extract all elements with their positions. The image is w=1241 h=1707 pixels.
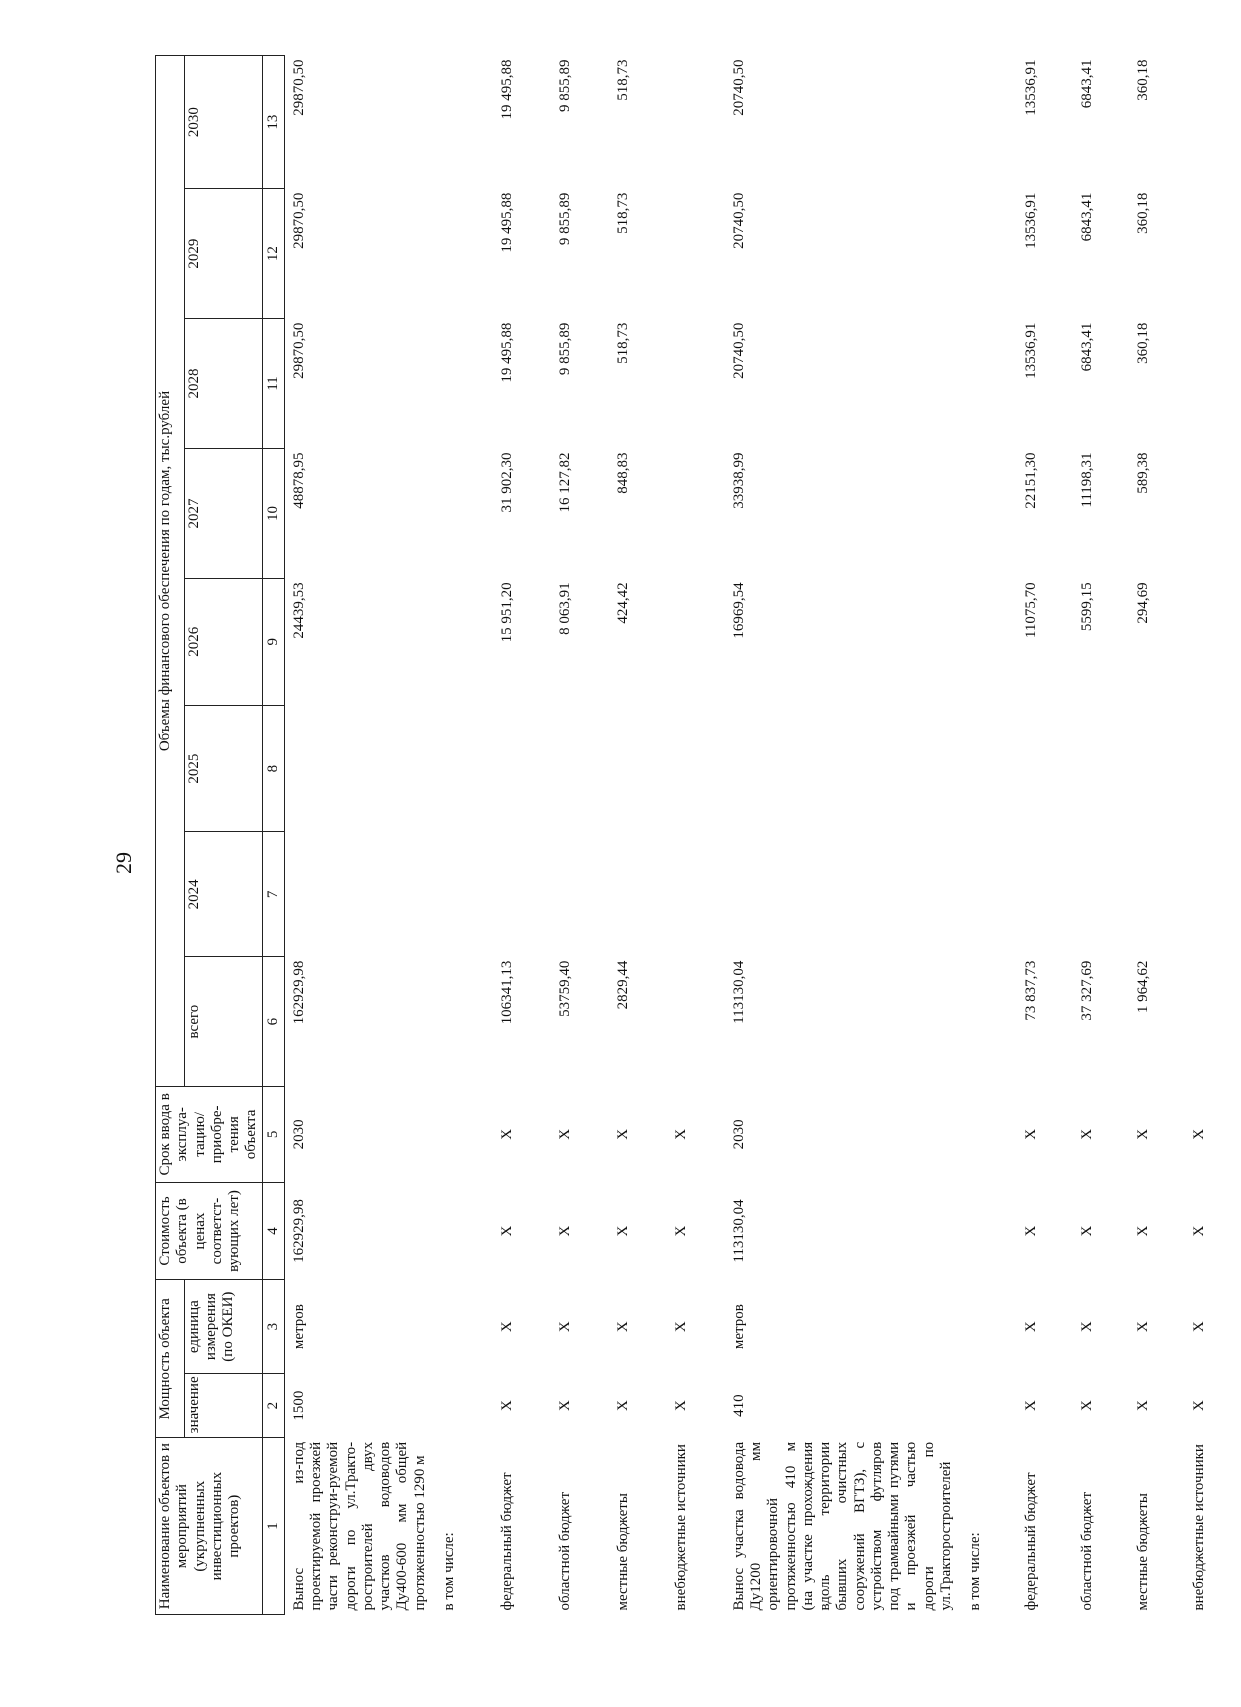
cell-2025 — [1185, 705, 1241, 832]
header-capacity-unit: единица измерения (по ОКЕИ) — [184, 1280, 262, 1374]
cell-cost: X — [614, 1225, 631, 1237]
col-number: 4 — [262, 1182, 284, 1280]
cell-2027: 48878,95 — [290, 452, 307, 509]
table-header — [156, 56, 285, 1615]
cell-capacity-unit: метров — [290, 1304, 307, 1350]
cell-total: 73 837,73 — [1023, 960, 1039, 1021]
cell-total: 162929,98 — [290, 960, 307, 1025]
cell-2028: 19 495,88 — [498, 322, 515, 383]
cell-2026: 294,69 — [1135, 582, 1151, 624]
cell-2028: 6843,41 — [1079, 322, 1095, 372]
header-year: 2029 — [184, 189, 262, 319]
cell-commission: X — [1135, 1128, 1151, 1140]
cell-2028: 13536,91 — [1023, 322, 1039, 379]
cell-2028: 29870,50 — [290, 322, 307, 379]
col-number: 2 — [262, 1373, 284, 1437]
header-cost: Стоимость объекта (в ценах соответст-вующих лет) — [156, 1182, 263, 1280]
cell-capacity-value: 410 — [730, 1394, 747, 1417]
cell-2029 — [1185, 189, 1241, 319]
cell-name: в том числе: — [440, 1532, 457, 1611]
cell-2030: 29870,50 — [290, 59, 307, 116]
cell-name: федеральный бюджет — [498, 1472, 515, 1611]
cell-2026: 5599,15 — [1079, 582, 1095, 632]
cell-commission: 2030 — [290, 1119, 307, 1150]
cell-2029: 9 855,89 — [556, 192, 573, 246]
cell-2028: 360,18 — [1135, 322, 1151, 364]
cell-name: местные бюджеты — [1135, 1493, 1151, 1611]
cell-2027: 31 902,30 — [498, 452, 515, 513]
cell-2026: 24439,53 — [290, 582, 307, 639]
cell-capacity-value — [435, 1373, 493, 1437]
cell-2024 — [1185, 832, 1241, 957]
cell-name: Вынос из-под проектируемой проезжей части реконструи-руемой дороги по ул.Тракто-ростроителей двух участков водоводов Ду400-600 мм общей протяженностью 1290 м — [290, 1441, 428, 1611]
cell-2026 — [667, 578, 725, 705]
cell-capacity-unit: X — [1191, 1321, 1207, 1333]
cell-2026: 424,42 — [614, 582, 631, 624]
cell-2030: 19 495,88 — [498, 59, 515, 120]
col-number: 6 — [262, 957, 284, 1087]
cell-2030: 20740,50 — [730, 59, 747, 116]
cell-2029: 20740,50 — [730, 192, 747, 249]
table-body — [284, 56, 1241, 1615]
cell-2024 — [667, 832, 725, 957]
cell-cost: 162929,98 — [290, 1199, 307, 1263]
table-row — [435, 56, 493, 1615]
cell-2025 — [1129, 705, 1185, 832]
cell-total — [961, 957, 1017, 1087]
cell-total: 37 327,69 — [1079, 960, 1095, 1021]
cell-2025 — [435, 705, 493, 832]
cell-capacity-value: X — [1135, 1400, 1151, 1412]
cell-2026: 15 951,20 — [498, 582, 515, 643]
cell-capacity-value: X — [1079, 1400, 1095, 1412]
cell-commission: X — [1079, 1128, 1095, 1140]
cell-capacity-value: X — [498, 1400, 515, 1412]
cell-commission — [961, 1087, 1017, 1183]
table-row — [1129, 56, 1185, 1615]
cell-2024 — [1073, 832, 1129, 957]
cell-total — [667, 957, 725, 1087]
header-finance: Объемы финансового обеспечения по годам, тыс.рублей — [156, 56, 185, 1087]
cell-2029: 29870,50 — [290, 192, 307, 249]
cell-2028: 9 855,89 — [556, 322, 573, 376]
cell-2029: 360,18 — [1135, 192, 1151, 234]
cell-2027 — [435, 448, 493, 578]
col-number: 13 — [262, 56, 284, 189]
cell-2030: 360,18 — [1135, 59, 1151, 101]
cell-total — [1185, 957, 1241, 1087]
cell-commission: X — [1023, 1128, 1039, 1140]
cell-2028 — [1185, 319, 1241, 449]
col-number: 1 — [262, 1438, 284, 1615]
header-total: всего — [184, 957, 262, 1087]
cell-capacity-unit: X — [672, 1321, 689, 1333]
col-number: 8 — [262, 705, 284, 832]
cell-capacity-value — [961, 1373, 1017, 1437]
cell-cost: X — [1023, 1225, 1039, 1237]
header-year: 2026 — [184, 578, 262, 705]
header-capacity: Мощность объекта — [156, 1280, 185, 1438]
table-row — [551, 56, 609, 1615]
cell-name: областной бюджет — [556, 1491, 573, 1611]
cell-2029: 19 495,88 — [498, 192, 515, 253]
col-number: 5 — [262, 1087, 284, 1183]
cell-2025 — [493, 705, 551, 832]
table-row — [1017, 56, 1073, 1615]
cell-total: 53759,40 — [556, 960, 573, 1017]
col-number: 11 — [262, 319, 284, 449]
cell-cost — [961, 1182, 1017, 1280]
cell-2024 — [1017, 832, 1073, 957]
cell-2030 — [961, 56, 1017, 189]
table-row — [493, 56, 551, 1615]
cell-cost: X — [1191, 1225, 1207, 1237]
cell-2029: 518,73 — [614, 192, 631, 234]
cell-total: 2829,44 — [614, 960, 631, 1010]
cell-total: 106341,13 — [498, 960, 515, 1025]
cell-name: внебюджетные источники — [1191, 1444, 1207, 1611]
cell-total — [435, 957, 493, 1087]
cell-2024 — [284, 832, 435, 957]
cell-2030: 9 855,89 — [556, 59, 573, 112]
table-row — [1073, 56, 1129, 1615]
cell-2024 — [609, 832, 667, 957]
cell-commission: X — [614, 1128, 631, 1140]
table-row — [1185, 56, 1241, 1615]
cell-capacity-unit: X — [1135, 1321, 1151, 1333]
rotated-table-sheet — [155, 55, 1207, 1615]
cell-2024 — [961, 832, 1017, 957]
cell-commission: X — [556, 1128, 573, 1140]
table-row — [609, 56, 667, 1615]
cell-2026: 11075,70 — [1023, 582, 1039, 639]
cell-cost — [435, 1182, 493, 1280]
cell-2029: 6843,41 — [1079, 192, 1095, 242]
cell-2026: 8 063,91 — [556, 582, 573, 635]
cell-name: федеральный бюджет — [1023, 1472, 1039, 1611]
cell-2028: 20740,50 — [730, 322, 747, 379]
cell-name: Вынос участка водовода Ду1200 мм ориентировочной протяженностью 410 м (на участке прохождения вдоль территории бывших очистных сооружений ВГТЗ), с устройством футляров под трамвайными путями и проезжей частью дороги по ул.Тракторостроителей — [730, 1441, 954, 1611]
header-year: 2027 — [184, 448, 262, 578]
cell-capacity-value: X — [672, 1400, 689, 1412]
cell-2028 — [667, 319, 725, 449]
cell-commission: X — [1191, 1128, 1207, 1140]
cell-cost: X — [498, 1225, 515, 1237]
cell-2027 — [961, 448, 1017, 578]
cell-2027 — [667, 448, 725, 578]
cell-2028 — [435, 319, 493, 449]
financing-table — [155, 55, 1241, 1615]
cell-capacity-unit — [961, 1280, 1017, 1374]
cell-total: 113130,04 — [730, 960, 747, 1024]
cell-name: местные бюджеты — [614, 1493, 631, 1611]
col-number: 10 — [262, 448, 284, 578]
cell-2025 — [1073, 705, 1129, 832]
cell-2026 — [1185, 578, 1241, 705]
cell-2025 — [961, 705, 1017, 832]
cell-capacity-value: X — [614, 1400, 631, 1412]
header-year: 2030 — [184, 56, 262, 189]
cell-commission: X — [672, 1128, 689, 1140]
cell-2028 — [961, 319, 1017, 449]
cell-2030: 6843,41 — [1079, 59, 1095, 109]
cell-2027 — [1185, 448, 1241, 578]
cell-name: в том числе: — [967, 1532, 983, 1611]
cell-2027: 33938,99 — [730, 452, 747, 509]
cell-cost: X — [1135, 1225, 1151, 1237]
cell-2025 — [551, 705, 609, 832]
cell-2028: 518,73 — [614, 322, 631, 364]
table-row — [961, 56, 1017, 1615]
cell-capacity-unit: X — [614, 1321, 631, 1333]
header-year: 2025 — [184, 705, 262, 832]
col-number: 3 — [262, 1280, 284, 1374]
cell-capacity-value: X — [1023, 1400, 1039, 1412]
cell-2025 — [725, 705, 961, 832]
cell-2030: 518,73 — [614, 59, 631, 101]
cell-2024 — [435, 832, 493, 957]
page-number: 29 — [111, 852, 136, 874]
cell-commission: 2030 — [730, 1119, 747, 1150]
cell-capacity-unit: X — [498, 1321, 515, 1333]
cell-2026 — [961, 578, 1017, 705]
cell-2026: 16969,54 — [730, 582, 747, 639]
col-number: 7 — [262, 832, 284, 957]
cell-2024 — [1129, 832, 1185, 957]
cell-2029 — [435, 189, 493, 319]
cell-capacity-unit: X — [1079, 1321, 1095, 1333]
cell-cost: X — [1079, 1225, 1095, 1237]
cell-capacity-value: 1500 — [290, 1390, 307, 1421]
cell-capacity-unit — [435, 1280, 493, 1374]
cell-2027: 16 127,82 — [556, 452, 573, 513]
cell-2030 — [435, 56, 493, 189]
cell-2026 — [435, 578, 493, 705]
table-row — [667, 56, 725, 1615]
header-year: 2028 — [184, 319, 262, 449]
cell-capacity-value: X — [1191, 1400, 1207, 1412]
cell-cost: X — [672, 1225, 689, 1237]
cell-2030 — [1185, 56, 1241, 189]
cell-2024 — [725, 832, 961, 957]
table-row — [284, 56, 435, 1615]
cell-2027: 848,83 — [614, 452, 631, 494]
cell-2025 — [609, 705, 667, 832]
cell-2027: 22151,30 — [1023, 452, 1039, 509]
cell-2029 — [961, 189, 1017, 319]
header-commission: Срок ввода в эксплуа-тацию/ приобре-тения объекта — [156, 1087, 263, 1183]
col-number: 9 — [262, 578, 284, 705]
cell-commission: X — [498, 1128, 515, 1140]
cell-2029: 13536,91 — [1023, 192, 1039, 249]
cell-2025 — [667, 705, 725, 832]
cell-2030 — [667, 56, 725, 189]
cell-2027: 11198,31 — [1079, 452, 1095, 508]
cell-2025 — [1017, 705, 1073, 832]
cell-2024 — [551, 832, 609, 957]
cell-cost: X — [556, 1225, 573, 1237]
cell-cost: 113130,04 — [730, 1199, 747, 1263]
cell-name: областной бюджет — [1079, 1491, 1095, 1611]
table-row — [725, 56, 961, 1615]
cell-capacity-unit: X — [556, 1321, 573, 1333]
cell-2024 — [493, 832, 551, 957]
cell-2027: 589,38 — [1135, 452, 1151, 494]
col-number: 12 — [262, 189, 284, 319]
cell-capacity-unit: метров — [730, 1304, 747, 1350]
header-year: 2024 — [184, 832, 262, 957]
cell-name: внебюджетные источники — [672, 1444, 689, 1611]
header-name: Наименование объектов и мероприятий (укрупненных инвестиционных проектов) — [156, 1438, 263, 1615]
cell-2029 — [667, 189, 725, 319]
cell-2025 — [284, 705, 435, 832]
cell-total: 1 964,62 — [1135, 960, 1151, 1014]
header-capacity-value: значение — [184, 1373, 262, 1437]
cell-2030: 13536,91 — [1023, 59, 1039, 116]
cell-capacity-unit: X — [1023, 1321, 1039, 1333]
cell-commission — [435, 1087, 493, 1183]
cell-capacity-value: X — [556, 1400, 573, 1412]
